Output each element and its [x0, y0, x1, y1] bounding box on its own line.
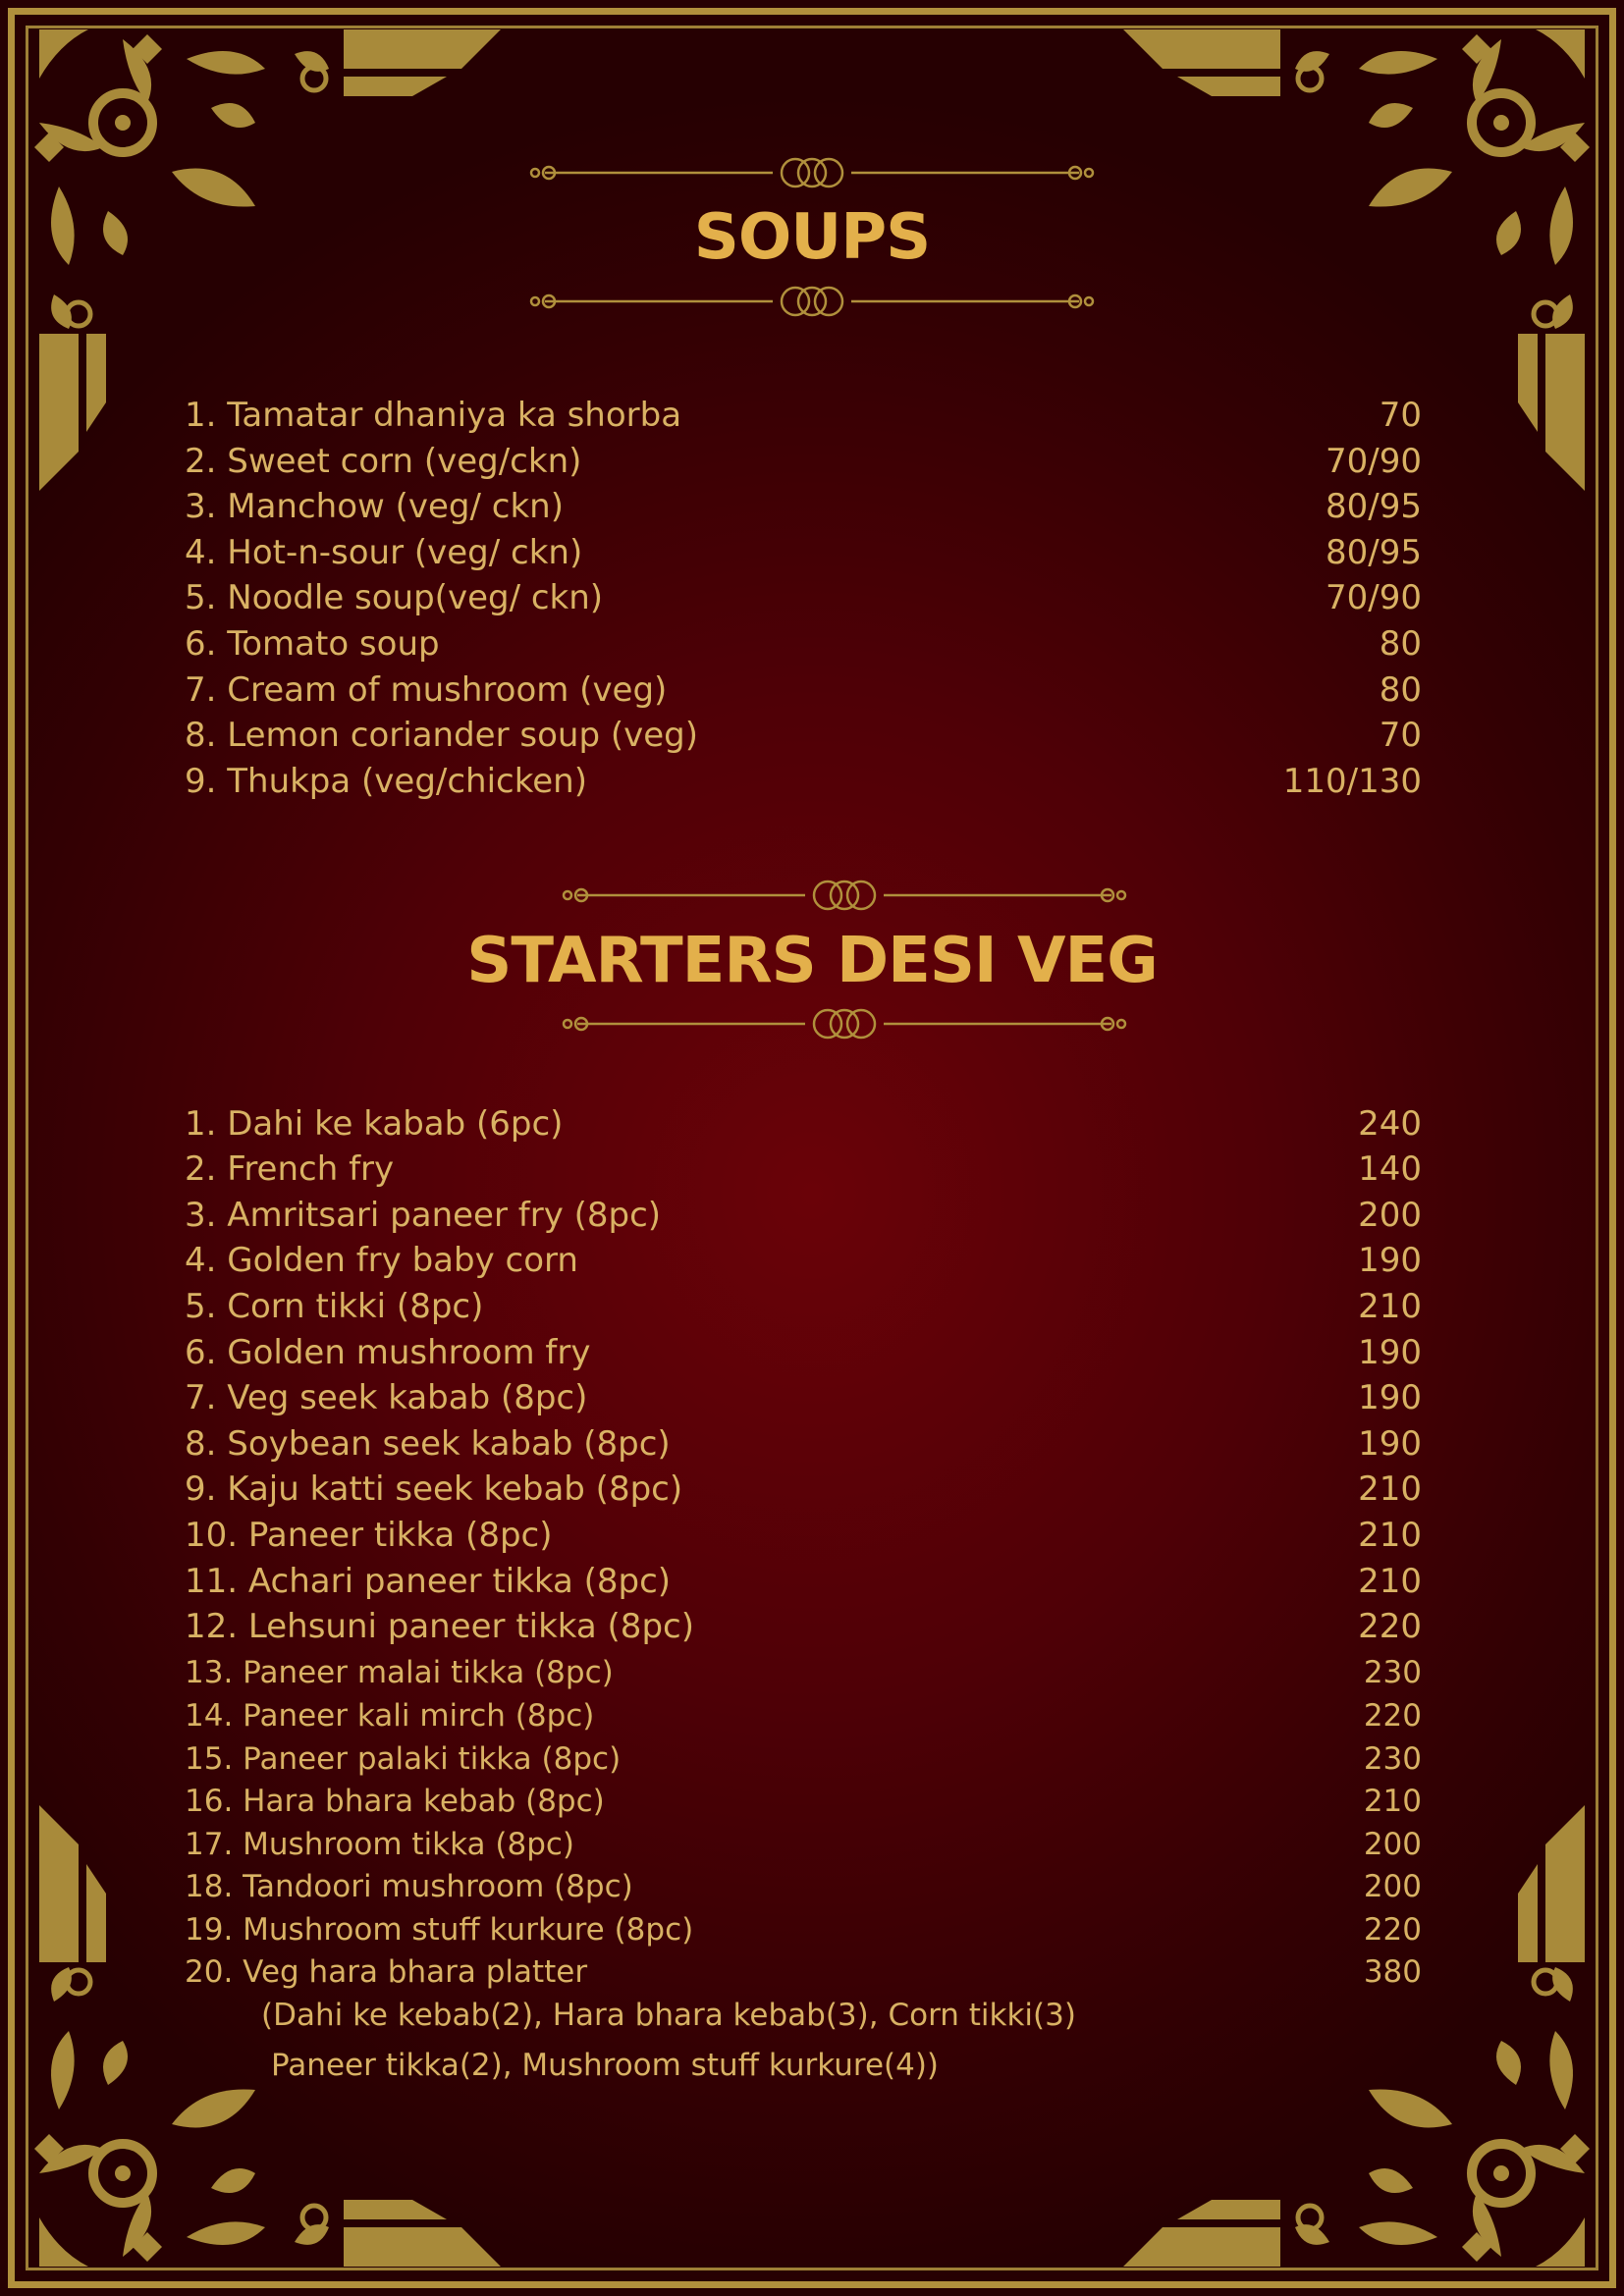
item-name: 17. Mushroom tikka (8pc) — [185, 1827, 575, 1862]
divider-ornament-icon — [527, 157, 1097, 188]
list-item — [185, 1376, 1422, 1419]
list-item — [185, 440, 1422, 483]
item-price: 80/95 — [1326, 487, 1422, 526]
item-price: 210 — [1358, 1287, 1422, 1326]
list-item — [185, 1239, 1422, 1282]
item-name: 6. Tomato soup — [185, 624, 440, 664]
item-price: 140 — [1358, 1149, 1422, 1189]
list-item — [185, 1651, 1422, 1694]
list-item — [185, 1865, 1422, 1908]
item-name: 7. Cream of mushroom (veg) — [185, 670, 668, 710]
item-price: 110/130 — [1282, 762, 1422, 801]
item-price: 220 — [1363, 1698, 1422, 1734]
item-price: 80 — [1379, 670, 1422, 710]
item-price: 200 — [1363, 1827, 1422, 1862]
list-item — [185, 1694, 1422, 1737]
item-price: 210 — [1358, 1469, 1422, 1509]
list-item — [185, 1908, 1422, 1951]
item-price: 200 — [1358, 1196, 1422, 1235]
list-item — [185, 1605, 1422, 1648]
item-price: 70 — [1379, 396, 1422, 435]
item-name: 9. Thukpa (veg/chicken) — [185, 762, 587, 801]
item-price: 190 — [1358, 1424, 1422, 1464]
item-name: 2. French fry — [185, 1149, 395, 1189]
list-item — [185, 1148, 1422, 1191]
list-item — [185, 1468, 1422, 1511]
list-item — [185, 1194, 1422, 1237]
list-item — [185, 1102, 1422, 1146]
divider-ornament-icon — [560, 880, 1129, 911]
item-name: 18. Tandoori mushroom (8pc) — [185, 1869, 633, 1904]
item-price: 70/90 — [1326, 578, 1422, 617]
list-item — [185, 1560, 1422, 1603]
item-price: 70/90 — [1326, 442, 1422, 481]
item-name: 1. Tamatar dhaniya ka shorba — [185, 396, 682, 435]
item-price: 220 — [1363, 1912, 1422, 1948]
item-price: 190 — [1358, 1241, 1422, 1280]
list-item — [185, 531, 1422, 574]
item-name: 3. Amritsari paneer fry (8pc) — [185, 1196, 662, 1235]
list-item — [185, 668, 1422, 712]
item-name: 19. Mushroom stuff kurkure (8pc) — [185, 1912, 694, 1948]
list-item — [185, 1422, 1422, 1466]
item-price: 210 — [1358, 1516, 1422, 1555]
soups-title: SOUPS — [693, 201, 931, 274]
divider-ornament-icon — [527, 286, 1097, 317]
item-name: 4. Hot-n-sour (veg/ ckn) — [185, 533, 583, 572]
item-name: 9. Kaju katti seek kebab (8pc) — [185, 1469, 683, 1509]
item-price: 220 — [1358, 1607, 1422, 1646]
item-price: 210 — [1363, 1784, 1422, 1819]
list-item — [185, 1737, 1422, 1781]
list-item — [185, 622, 1422, 666]
item-price: 230 — [1363, 1741, 1422, 1777]
item-price: 200 — [1363, 1869, 1422, 1904]
list-item — [185, 760, 1422, 803]
item-name: 4. Golden fry baby corn — [185, 1241, 578, 1280]
list-item — [185, 1285, 1422, 1328]
item-name: 1. Dahi ke kabab (6pc) — [185, 1104, 564, 1144]
item-name: 11. Achari paneer tikka (8pc) — [185, 1562, 672, 1601]
item-price: 190 — [1358, 1333, 1422, 1372]
item-price: 210 — [1358, 1562, 1422, 1601]
item-name: 6. Golden mushroom fry — [185, 1333, 591, 1372]
item-price: 380 — [1363, 1954, 1422, 1990]
list-item — [185, 1780, 1422, 1823]
list-item — [185, 485, 1422, 528]
item-price: 80/95 — [1326, 533, 1422, 572]
item-price: 80 — [1379, 624, 1422, 664]
list-item — [185, 1823, 1422, 1866]
item-price: 230 — [1363, 1655, 1422, 1690]
item-name: 3. Manchow (veg/ ckn) — [185, 487, 564, 526]
list-item — [185, 576, 1422, 619]
divider-ornament-icon — [560, 1008, 1129, 1040]
list-item — [185, 714, 1422, 757]
item-name: 12. Lehsuni paneer tikka (8pc) — [185, 1607, 694, 1646]
platter-note-line: (Dahi ke kebab(2), Hara bhara kebab(3), Corn tikki(3) — [261, 1998, 1076, 2033]
item-name: 7. Veg seek kabab (8pc) — [185, 1378, 588, 1417]
platter-note-line: Paneer tikka(2), Mushroom stuff kurkure(4)) — [271, 2048, 940, 2083]
item-name: 8. Soybean seek kabab (8pc) — [185, 1424, 671, 1464]
item-name: 5. Corn tikki (8pc) — [185, 1287, 484, 1326]
item-name: 2. Sweet corn (veg/ckn) — [185, 442, 582, 481]
item-price: 190 — [1358, 1378, 1422, 1417]
item-name: 8. Lemon coriander soup (veg) — [185, 716, 698, 755]
item-price: 70 — [1379, 716, 1422, 755]
item-price: 240 — [1358, 1104, 1422, 1144]
item-name: 14. Paneer kali mirch (8pc) — [185, 1698, 595, 1734]
item-name: 13. Paneer malai tikka (8pc) — [185, 1655, 614, 1690]
item-name: 10. Paneer tikka (8pc) — [185, 1516, 553, 1555]
list-item — [185, 1331, 1422, 1374]
list-item — [185, 1514, 1422, 1557]
item-name: 20. Veg hara bhara platter — [185, 1954, 588, 1990]
item-name: 15. Paneer palaki tikka (8pc) — [185, 1741, 622, 1777]
item-name: 16. Hara bhara kebab (8pc) — [185, 1784, 605, 1819]
item-name: 5. Noodle soup(veg/ ckn) — [185, 578, 604, 617]
list-item — [185, 394, 1422, 437]
list-item — [185, 1950, 1422, 1994]
starters-title: STARTERS DESI VEG — [466, 925, 1158, 997]
